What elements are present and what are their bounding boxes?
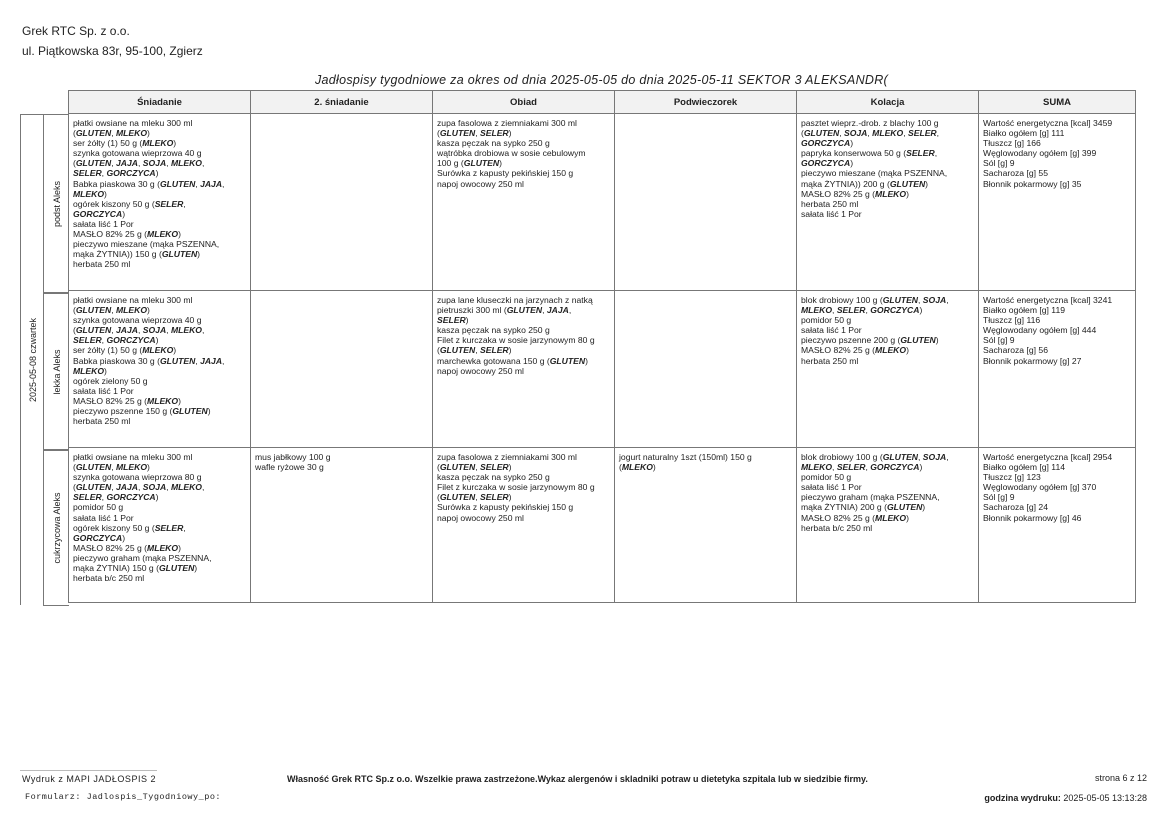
meal-cell <box>69 291 251 448</box>
cell-line: MASŁO 82% 25 g (MLEKO) <box>801 345 909 356</box>
header-row <box>69 91 1136 114</box>
cell-line: herbata 250 ml <box>801 355 859 366</box>
summary-cell <box>979 114 1136 291</box>
cell-line: Babka piaskowa 30 g (GLUTEN, JAJA, <box>73 178 225 189</box>
cell-line: Tłuszcz [g] 123 <box>983 472 1041 483</box>
cell-line: SELER, GORCZYCA) <box>73 492 159 503</box>
cell-line: pieczywo mieszane (mąka PSZENNA, <box>801 168 948 179</box>
cell-line: Sól [g] 9 <box>983 335 1015 346</box>
cell-line: Filet z kurczaka w sosie jarzynowym 80 g <box>437 482 595 493</box>
col-header-obiad: Obiad <box>433 91 615 114</box>
cell-line: MASŁO 82% 25 g (MLEKO) <box>73 395 181 406</box>
cell-line: (GLUTEN, SELER) <box>437 345 512 356</box>
cell-line: pieczywo pszenne 150 g (GLUTEN) <box>73 406 211 417</box>
footer-print-source: Wydruk z MAPI JADŁOSPIS 2 <box>22 774 156 784</box>
cell-line: pieczywo mieszane (mąka PSZENNA, <box>73 239 220 250</box>
table-row <box>69 291 1136 448</box>
cell-line: herbata 250 ml <box>73 416 131 427</box>
cell-line: (GLUTEN, SELER) <box>437 492 512 503</box>
cell-line: SELER, GORCZYCA) <box>73 168 159 179</box>
meal-cell <box>615 114 797 291</box>
cell-line: (GLUTEN, JAJA, SOJA, MLEKO, <box>73 482 205 493</box>
cell-line: GORCZYCA) <box>73 208 126 219</box>
company-address: ul. Piątkowska 83r, 95-100, Zgierz <box>22 44 203 58</box>
cell-line: sałata liść 1 Por <box>801 325 862 336</box>
meal-cell <box>251 291 433 448</box>
cell-line: Węglowodany ogółem [g] 399 <box>983 148 1097 159</box>
cell-line: MLEKO, SELER, GORCZYCA) <box>801 462 923 473</box>
cell-line: (GLUTEN, SELER) <box>437 462 512 473</box>
cell-line: (GLUTEN, SELER) <box>437 128 512 139</box>
date-column <box>20 114 44 605</box>
cell-line: MASŁO 82% 25 g (MLEKO) <box>73 542 181 553</box>
cell-line: MLEKO) <box>73 188 107 199</box>
cell-line: Surówka z kapusty pekińskiej 150 g <box>437 168 574 179</box>
cell-line: płatki owsiane na mleku 300 ml <box>73 295 193 305</box>
cell-line: napoj owocowy 250 ml <box>437 365 524 376</box>
cell-line: MLEKO) <box>73 365 107 376</box>
print-time-value: 2025-05-05 13:13:28 <box>1063 793 1147 803</box>
page-title: Jadłospisy tygodniowe za okres od dnia 2025-05-05 do dnia 2025-05-11 SEKTOR 3 ALEKSANDR( <box>315 73 889 87</box>
cell-line: pomidor 50 g <box>801 315 852 326</box>
cell-line: sałata liść 1 Por <box>73 512 134 523</box>
cell-line: szynka gotowana wieprzowa 40 g <box>73 315 202 326</box>
cell-line: kasza pęczak na sypko 250 g <box>437 138 550 149</box>
diet-label: podst Aleks <box>51 180 62 228</box>
cell-line: MASŁO 82% 25 g (MLEKO) <box>73 229 181 240</box>
footer-divider <box>20 770 157 771</box>
meal-cell <box>69 114 251 291</box>
cell-line: sałata liść 1 Por <box>73 385 134 396</box>
cell-line: Tłuszcz [g] 166 <box>983 138 1041 149</box>
meal-cell <box>797 448 979 603</box>
cell-line: Wartość energetyczna [kcal] 3241 <box>983 295 1113 305</box>
diet-label-cell <box>43 114 69 294</box>
cell-line: mąka ŻYTNIA) 150 g (GLUTEN) <box>73 563 198 574</box>
cell-line: wątróbka drobiowa w sosie cebulowym <box>437 148 586 159</box>
cell-line: GORCZYCA) <box>801 138 854 149</box>
cell-line: Sacharoza [g] 24 <box>983 502 1048 513</box>
cell-line: Węglowodany ogółem [g] 444 <box>983 325 1097 336</box>
cell-line: pieczywo pszenne 200 g (GLUTEN) <box>801 335 939 346</box>
cell-line: pietruszki 300 ml (GLUTEN, JAJA, <box>437 305 572 316</box>
cell-line: Filet z kurczaka w sosie jarzynowym 80 g <box>437 335 595 346</box>
cell-line: Białko ogółem [g] 119 <box>983 305 1066 316</box>
cell-line: SELER) <box>437 315 469 326</box>
diet-label-cell <box>43 292 69 451</box>
cell-line: ogórek kiszony 50 g (SELER, <box>73 522 186 533</box>
cell-line: Sacharoza [g] 56 <box>983 345 1048 356</box>
cell-line: Wartość energetyczna [kcal] 2954 <box>983 452 1113 462</box>
cell-line: płatki owsiane na mleku 300 ml <box>73 452 193 462</box>
meal-cell <box>797 114 979 291</box>
cell-line: sałata liść 1 Por <box>801 482 862 493</box>
cell-line: napoj owocowy 250 ml <box>437 512 524 523</box>
meal-cell <box>69 448 251 603</box>
cell-line: szynka gotowana wieprzowa 40 g <box>73 148 202 159</box>
meal-cell <box>433 291 615 448</box>
cell-line: Sacharoza [g] 55 <box>983 168 1048 179</box>
table-row <box>69 114 1136 291</box>
cell-line: zupa fasolowa z ziemniakami 300 ml <box>437 452 577 462</box>
cell-line: Babka piaskowa 30 g (GLUTEN, JAJA, <box>73 355 225 366</box>
col-header-kolacja: Kolacja <box>797 91 979 114</box>
cell-line: pieczywo graham (mąka PSZENNA, <box>801 492 940 503</box>
cell-line: (MLEKO) <box>619 462 656 473</box>
cell-line: kasza pęczak na sypko 250 g <box>437 472 550 483</box>
cell-line: Tłuszcz [g] 116 <box>983 315 1041 326</box>
cell-line: (GLUTEN, MLEKO) <box>73 128 150 139</box>
cell-line: płatki owsiane na mleku 300 ml <box>73 118 193 128</box>
cell-line: wafle ryżowe 30 g <box>255 462 324 473</box>
cell-line: mąka ŻYTNIA)) 150 g (GLUTEN) <box>73 249 201 260</box>
cell-line: (GLUTEN, JAJA, SOJA, MLEKO, <box>73 158 205 169</box>
diet-label-cell <box>43 449 69 606</box>
cell-line: Sól [g] 9 <box>983 492 1015 503</box>
meal-cell <box>251 448 433 603</box>
cell-line: pomidor 50 g <box>801 472 852 483</box>
cell-line: blok drobiowy 100 g (GLUTEN, SOJA, <box>801 452 949 462</box>
company-name: Grek RTC Sp. z o.o. <box>22 24 130 38</box>
cell-line: Białko ogółem [g] 111 <box>983 128 1065 139</box>
cell-line: Błonnik pokarmowy [g] 46 <box>983 512 1082 523</box>
cell-line: ser żółty (1) 50 g (MLEKO) <box>73 345 177 356</box>
cell-line: kasza pęczak na sypko 250 g <box>437 325 550 336</box>
cell-line: Błonnik pokarmowy [g] 35 <box>983 178 1082 189</box>
cell-line: herbata b/c 250 ml <box>73 573 145 584</box>
footer-form: Formularz: Jadlospis_Tygodniowy_po: <box>25 792 222 802</box>
summary-cell <box>979 448 1136 603</box>
cell-line: sałata liść 1 Por <box>73 218 134 229</box>
col-header-drugie-sniadanie: 2. śniadanie <box>251 91 433 114</box>
meal-cell <box>251 114 433 291</box>
cell-line: mus jabłkowy 100 g <box>255 452 331 462</box>
diet-label: cukrzycowa Aleks <box>51 491 62 564</box>
cell-line: mąka ŻYTNIA) 200 g (GLUTEN) <box>801 502 926 513</box>
cell-line: pieczywo graham (mąka PSZENNA, <box>73 552 212 563</box>
cell-line: ogórek kiszony 50 g (SELER, <box>73 198 186 209</box>
col-header-sniadanie: Śniadanie <box>69 91 251 114</box>
cell-line: napoj owocowy 250 ml <box>437 178 524 189</box>
cell-line: SELER, GORCZYCA) <box>73 335 159 346</box>
cell-line: herbata b/c 250 ml <box>801 522 873 533</box>
col-header-podwieczorek: Podwieczorek <box>615 91 797 114</box>
diet-label: lekka Aleks <box>51 348 62 395</box>
cell-line: herbata 250 ml <box>801 198 859 209</box>
menu-table <box>68 90 1136 603</box>
cell-line: Surówka z kapusty pekińskiej 150 g <box>437 502 574 513</box>
cell-line: Sól [g] 9 <box>983 158 1015 169</box>
col-header-suma: SUMA <box>979 91 1136 114</box>
cell-line: Wartość energetyczna [kcal] 3459 <box>983 118 1113 128</box>
cell-line: (GLUTEN, JAJA, SOJA, MLEKO, <box>73 325 205 336</box>
cell-line: GORCZYCA) <box>801 158 854 169</box>
cell-line: jogurt naturalny 1szt (150ml) 150 g <box>619 452 752 462</box>
cell-line: papryka konserwowa 50 g (SELER, <box>801 148 938 159</box>
cell-line: herbata 250 ml <box>73 259 131 270</box>
date-label: 2025-05-08 czwartek <box>27 317 38 403</box>
meal-cell <box>797 291 979 448</box>
cell-line: (GLUTEN, MLEKO) <box>73 462 150 473</box>
cell-line: Białko ogółem [g] 114 <box>983 462 1066 473</box>
meal-cell <box>615 448 797 603</box>
cell-line: Węglowodany ogółem [g] 370 <box>983 482 1097 493</box>
print-time-label: godzina wydruku: <box>984 793 1061 803</box>
cell-line: marchewka gotowana 150 g (GLUTEN) <box>437 355 588 366</box>
cell-line: 100 g (GLUTEN) <box>437 158 502 169</box>
cell-line: ser żółty (1) 50 g (MLEKO) <box>73 138 177 149</box>
cell-line: MLEKO, SELER, GORCZYCA) <box>801 305 923 316</box>
footer-ownership: Własność Grek RTC Sp.z o.o. Wszelkie prawa zastrzeżone.Wykaz alergenów i skladniki potraw u dietetyka szpitala lub w siedzibie firmy. <box>287 774 868 784</box>
cell-line: mąka ŻYTNIA)) 200 g (GLUTEN) <box>801 178 929 189</box>
cell-line: zupa fasolowa z ziemniakami 300 ml <box>437 118 577 128</box>
meal-cell <box>433 448 615 603</box>
cell-line: sałata liść 1 Por <box>801 208 862 219</box>
cell-line: pasztet wieprz.-drob. z blachy 100 g <box>801 118 939 128</box>
cell-line: MASŁO 82% 25 g (MLEKO) <box>801 512 909 523</box>
cell-line: Błonnik pokarmowy [g] 27 <box>983 355 1082 366</box>
meal-cell <box>433 114 615 291</box>
cell-line: (GLUTEN, MLEKO) <box>73 305 150 316</box>
cell-line: pomidor 50 g <box>73 502 124 513</box>
table-row <box>69 448 1136 603</box>
cell-line: zupa lane kluseczki na jarzynach z natką <box>437 295 593 305</box>
cell-line: ogórek zielony 50 g <box>73 375 148 386</box>
cell-line: MASŁO 82% 25 g (MLEKO) <box>801 188 909 199</box>
cell-line: (GLUTEN, SOJA, MLEKO, SELER, <box>801 128 940 139</box>
summary-cell <box>979 291 1136 448</box>
cell-line: GORCZYCA) <box>73 532 126 543</box>
footer-print-time <box>984 793 1147 803</box>
cell-line: szynka gotowana wieprzowa 80 g <box>73 472 202 483</box>
footer-page-number: strona 6 z 12 <box>1094 773 1147 783</box>
meal-cell <box>615 291 797 448</box>
cell-line: blok drobiowy 100 g (GLUTEN, SOJA, <box>801 295 949 305</box>
